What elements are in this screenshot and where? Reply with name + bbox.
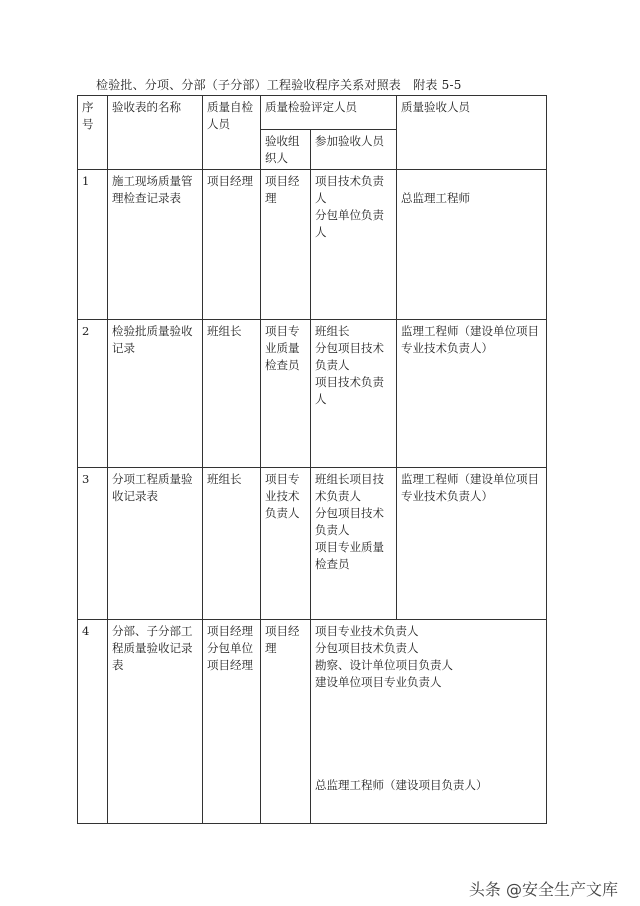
row-self-check: 项目经理	[203, 170, 261, 320]
row-participants-chief: 总监理工程师（建设项目负责人）	[315, 778, 488, 792]
row-self-check: 班组长	[203, 468, 261, 620]
table-row	[78, 468, 547, 620]
row-form-name: 分部、子分部工程质量验收记录表	[108, 620, 203, 824]
header-self-check: 质量自检 人员	[203, 96, 261, 170]
table-row	[78, 620, 547, 824]
header-acceptance: 质量验收人员	[397, 96, 547, 170]
row-acceptance: 监理工程师（建设单位项目专业技术负责人）	[397, 320, 547, 468]
row-participants	[311, 620, 547, 824]
row-participants: 项目技术负责人 分包单位负责人	[311, 170, 397, 320]
row-form-name: 施工现场质量管理检查记录表	[108, 170, 203, 320]
header-no: 序 号	[78, 96, 108, 170]
row-participants: 班组长项目技术负责人 分包项目技术负责人 项目专业质量检查员	[311, 468, 397, 620]
row-organizer: 项目专业质量检查员	[261, 320, 311, 468]
row-participants-list: 项目专业技术负责人 分包项目技术负责人 勘察、设计单位项目负责人 建设单位项目专业负责人	[315, 624, 453, 689]
table-title: 检验批、分项、分部（子分部）工程验收程序关系对照表 附表 5-5	[96, 78, 462, 92]
table-row	[78, 170, 547, 320]
row-no: 1	[78, 170, 108, 320]
header-row	[78, 96, 547, 130]
row-self-check: 项目经理 分包单位项目经理	[203, 620, 261, 824]
watermark: 头条 @安全生产文库	[468, 880, 618, 899]
row-acceptance-text: 总监理工程师	[401, 191, 470, 205]
header-evaluators: 质量检验评定人员	[261, 96, 397, 130]
row-form-name: 检验批质量验收记录	[108, 320, 203, 468]
header-form-name: 验收表的名称	[108, 96, 203, 170]
table-row	[78, 320, 547, 468]
acceptance-procedure-table	[77, 95, 547, 824]
row-participants: 班组长 分包项目技术负责人 项目技术负责人	[311, 320, 397, 468]
row-form-name: 分项工程质量验收记录表	[108, 468, 203, 620]
row-no: 2	[78, 320, 108, 468]
row-organizer: 项目经理	[261, 170, 311, 320]
row-self-check: 班组长	[203, 320, 261, 468]
row-no: 3	[78, 468, 108, 620]
header-participants: 参加验收人员	[311, 130, 397, 170]
row-acceptance	[397, 170, 547, 320]
row-no: 4	[78, 620, 108, 824]
row-acceptance: 监理工程师（建设单位项目专业技术负责人）	[397, 468, 547, 620]
header-organizer: 验收组 织人	[261, 130, 311, 170]
row-organizer: 项目经理	[261, 620, 311, 824]
row-organizer: 项目专业技术负责人	[261, 468, 311, 620]
